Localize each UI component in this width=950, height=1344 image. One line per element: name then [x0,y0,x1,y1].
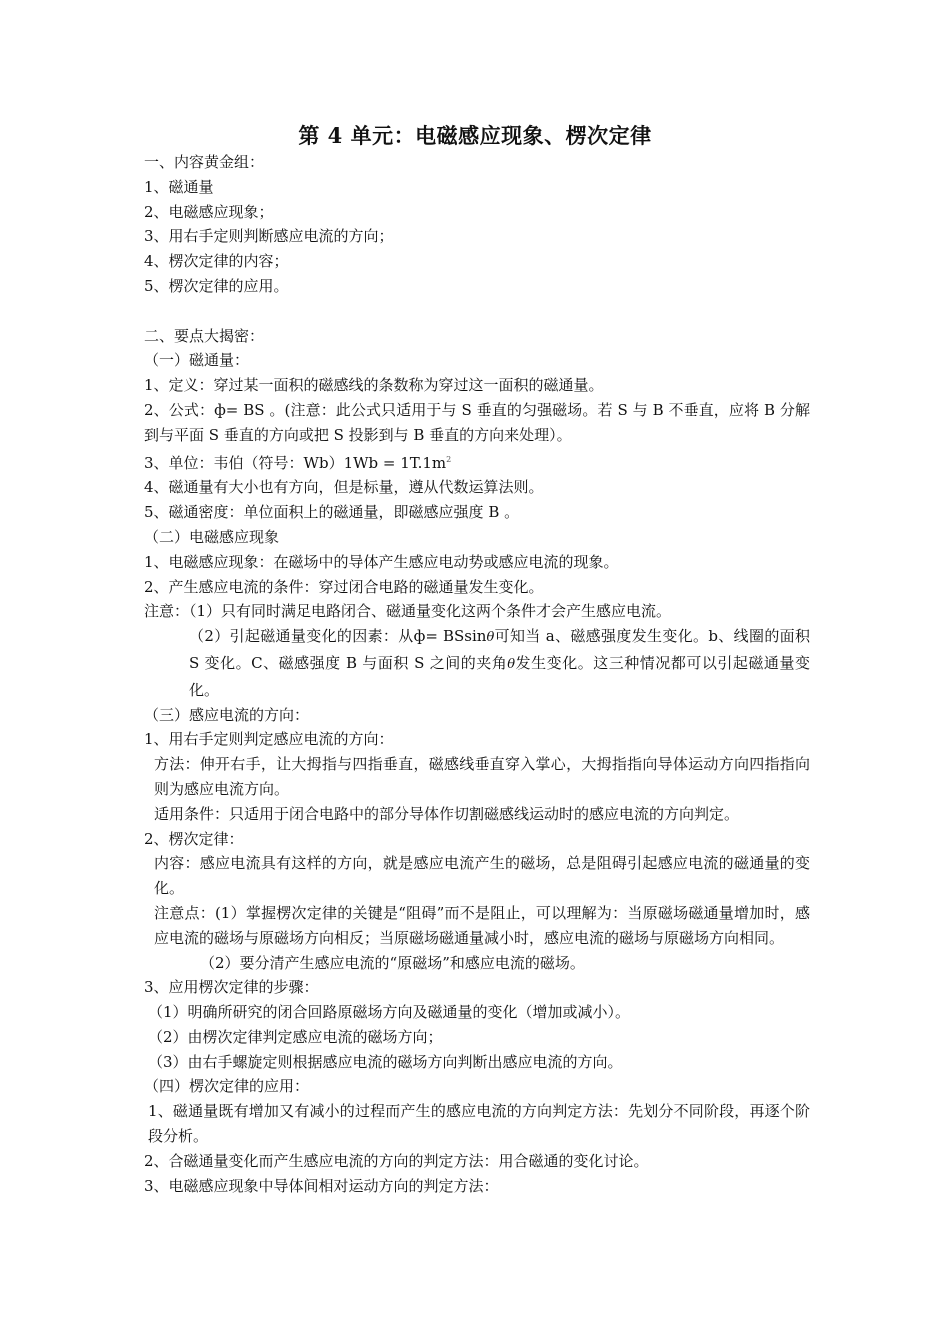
section-heading: 二、要点大揭密： [144,326,265,345]
paragraph: 3、电磁感应现象中导体间相对运动方向的判定方法： [144,1176,499,1195]
paragraph: 1、磁通量既有增加又有减小的过程而产生的感应电流的方向判定方法：先划分不同阶段，再逐个阶段分析。 [148,1102,810,1146]
paragraph: 5、磁通密度：单位面积上的磁通量，即磁感应强度 B 。 [144,503,520,522]
paragraph [144,448,810,476]
paragraph: 内容：感应电流具有这样的方向，就是感应电流产生的磁场，总是阻碍引起感应电流的磁通量的变化。 [154,854,810,898]
paragraph: 1、用右手定则判定感应电流的方向： [144,730,394,749]
subsection-heading: （三）感应电流的方向： [144,705,310,724]
paragraph: 注意：（1）只有同时满足电路闭合、磁通量变化这两个条件才会产生感应电流。 [144,602,672,621]
paragraph: 2、楞次定律： [144,829,244,848]
paragraph: 4、磁通量有大小也有方向，但是标量，遵从代数运算法则。 [144,478,544,497]
page-title: 第 4 单元：电磁感应现象、楞次定律 [298,123,652,148]
paragraph [144,624,810,702]
paragraph: 注意点：(1）掌握楞次定律的关键是“阻碍”而不是阻止，可以理解为：当原磁场磁通量增加时，感应电流的磁场与原磁场方向相反；当原磁场磁通量减小时，感应电流的磁场与原磁场方向相同。 [154,903,810,947]
paragraph: 方法：伸开右手，让大拇指与四指垂直，磁感线垂直穿入掌心，大拇指指向导体运动方向四指指向则为感应电流方向。 [154,755,810,798]
paragraph-text: 发生变化。这三种情况都可以引起磁通量变化。 [189,653,810,699]
superscript: 2 [446,454,452,464]
paragraph: 3、应用楞次定律的步骤： [144,978,319,997]
paragraph: 2、公式：ф= BS 。(注意：此公式只适用于与 S 垂直的匀强磁场。若 S 与 B 不垂直，应将 B 分解到与平面 S 垂直的方向或把 S 投影到与 B 垂直的方向来处理）。 [144,400,810,444]
paragraph-text: 3、单位：韦伯（符号：Wb）1Wb = 1T.1m [144,453,447,472]
document-body [144,150,810,1198]
paragraph: 2、合磁通量变化而产生感应电流的方向的判定方法：用合磁通的变化讨论。 [144,1151,649,1170]
blank-line [144,299,810,324]
list-item: 4、楞次定律的内容； [144,252,289,271]
paragraph-text: （2）引起磁通量变化的因素：从ф= BSsin [189,627,487,646]
paragraph: 2、产生感应电流的条件：穿过闭合电路的磁通量发生变化。 [144,577,544,596]
subsection-heading: （四）楞次定律的应用： [144,1077,310,1096]
list-item: 3、用右手定则判断感应电流的方向； [144,227,394,246]
list-item: 2、电磁感应现象； [144,202,274,221]
list-item: 5、楞次定律的应用。 [144,276,289,295]
paragraph: 1、定义：穿过某一面积的磁感线的条数称为穿过这一面积的磁通量。 [144,376,604,395]
paragraph: 适用条件：只适用于闭合电路中的部分导体作切割磁感线运动时的感应电流的方向判定。 [154,804,740,823]
theta-symbol: θ [507,656,516,672]
paragraph: 1、电磁感应现象：在磁场中的导体产生感应电动势或感应电流的现象。 [144,552,619,571]
subsection-heading: （一）磁通量： [144,351,250,370]
theta-symbol: θ [486,630,495,646]
section-heading: 一、内容黄金组： [144,153,265,171]
list-item: （3）由右手螺旋定则根据感应电流的磁场方向判断出感应电流的方向。 [148,1052,623,1071]
list-item: 1、磁通量 [144,177,214,196]
list-item: （2）由楞次定律判定感应电流的磁场方向； [148,1027,443,1046]
list-item: （1）明确所研究的闭合回路原磁场方向及磁通量的变化（增加或减小）。 [148,1003,631,1022]
paragraph: （2）要分清产生感应电流的“原磁场”和感应电流的磁场。 [200,953,585,972]
paragraph-text: 可知当 a、磁感强度发生变化。b、线圈的面积 S 变化。C、磁感强度 B 与面积 S 之间的夹角 [189,627,810,672]
subsection-heading: （二）电磁感应现象 [144,527,280,546]
